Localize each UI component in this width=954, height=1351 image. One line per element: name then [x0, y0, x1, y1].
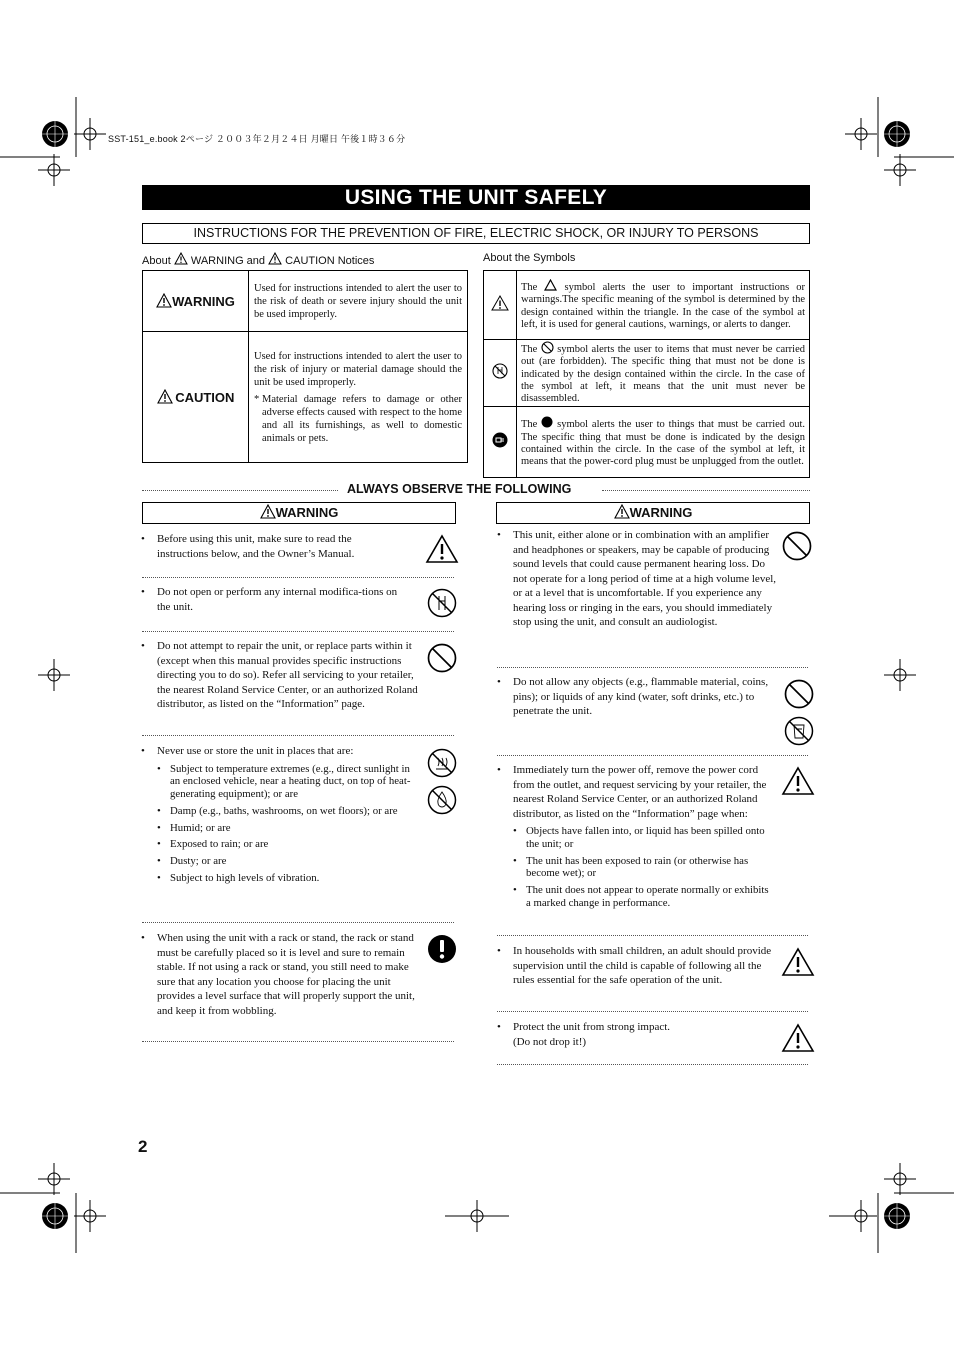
file-info-header: SST-151_e.book 2ページ ２００３年２月２４日 月曜日 午後１時３６分	[108, 134, 406, 144]
unplug-power-cord-icon	[492, 432, 508, 448]
mandatory-symbol-cell	[484, 407, 517, 478]
bullet: •	[141, 932, 145, 944]
caution-note	[254, 393, 462, 445]
no-water-icon	[427, 785, 457, 815]
prohibition-icon	[784, 679, 814, 709]
warning-label-cell: WARNING	[143, 271, 249, 332]
left-item-5	[141, 931, 421, 1031]
left-item-4	[141, 744, 416, 916]
warning-triangle-icon	[156, 293, 172, 308]
sub-item: • Subject to high levels of vibration.	[157, 872, 415, 885]
left-item-3-text: Do not attempt to repair the unit, or replace parts within it (except when this manual provides specific instructions directing you to do so). Refer all servicing to your retailer, the nearest Roland Service Center, or an authorized Roland distributor, as listed on the “Information” page.	[157, 640, 418, 710]
caution-triangle-icon	[781, 766, 815, 796]
notices-table	[142, 270, 468, 463]
left-item-4-body	[157, 744, 415, 885]
bullet: •	[497, 1021, 501, 1033]
about-notices-heading: About WARNING and CAUTION Notices	[142, 252, 374, 267]
item-separator	[142, 577, 454, 578]
always-observe-heading: ALWAYS OBSERVE THE FOLLOWING	[347, 482, 572, 496]
right-item-3	[497, 763, 779, 928]
sub-item: • Exposed to rain; or are	[157, 838, 415, 851]
symbols-table	[483, 270, 810, 478]
right-item-1-text: This unit, either alone or in combination with an amplifier and headphones or speakers, may be capable of producing sound levels that could cause permanent hearing loss. Do not operate for a long period of time at a high volume level, or at a level that is uncomfortable. If you experience any hearing loss or ringing in the ears, you should immediately stop using the unit, and consult an audiologist.	[513, 529, 777, 628]
item-separator	[142, 631, 454, 632]
divider-right	[602, 490, 810, 491]
item-separator	[497, 935, 808, 936]
bullet: •	[497, 945, 501, 957]
mandatory-action-icon	[427, 934, 457, 964]
triangle-outline-icon	[544, 279, 557, 291]
right-warning-heading: WARNING	[496, 502, 810, 524]
general-warning-triangle-icon	[491, 295, 509, 311]
filled-circle-icon	[541, 416, 553, 428]
right-item-2-text: Do not allow any objects (e.g., flammable material, coins, pins); or liquids of any kind (water, soft drinks, etc.) to penetrate the unit.	[513, 676, 769, 717]
bullet: •	[497, 764, 501, 776]
left-item-5-text: When using the unit with a rack or stand, the rack or stand must be carefully placed so it is level and sure to remain stable. If not using a rack or stand, you still need to make sure that any location you choose for placing the unit provides a level surface that will properly support the unit, and keep it from wobbling.	[157, 932, 415, 1017]
warning-description: Used for instructions intended to alert the user to the risk of death or severe injury should the unit be used improperly.	[249, 271, 468, 332]
sub-item: • Humid; or are	[157, 822, 415, 835]
no-liquid-icon	[784, 716, 814, 746]
sub-item: • Objects have fallen into, or liquid has been spilled onto the unit; or	[513, 825, 776, 851]
about-symbols-heading: About the Symbols	[483, 252, 576, 264]
triangle-symbol-cell	[484, 271, 517, 340]
note-asterisk: *	[254, 393, 260, 405]
bullet: •	[141, 586, 145, 598]
right-item-3-body	[513, 763, 778, 910]
prohibit-symbol-description: The symbol alerts the user to items that must never be carried out (are forbidden). The specific thing that must not be done is indicated by the design contained within the circle. In the case of the symbol at left, it means that the unit must never be disassembled.	[517, 340, 810, 407]
caution-triangle-icon	[781, 947, 815, 977]
item-separator	[497, 1011, 808, 1012]
right-item-3-sublist	[513, 825, 778, 910]
divider-left	[142, 490, 338, 491]
left-item-2-text: Do not open or perform any internal modifica-tions on the unit.	[157, 586, 398, 613]
triangle-symbol-description: The symbol alerts the user to important instructions or warnings.The specific meaning of the symbol is determined by the design contained within the triangle. In the case of the symbol at left, it is used for general cautions, warnings, or alerts to danger.	[517, 271, 810, 340]
page-title: USING THE UNIT SAFELY	[142, 185, 810, 210]
caution-triangle-icon	[425, 534, 459, 564]
item-separator	[497, 755, 808, 756]
do-not-disassemble-icon	[492, 363, 508, 379]
caution-triangle-icon	[781, 1023, 815, 1053]
prohibition-circle-icon	[541, 341, 554, 354]
warning-triangle-icon	[614, 504, 630, 519]
sub-item: • Subject to temperature extremes (e.g., direct sunlight in an enclosed vehicle, near a heating duct, on top of heat-generating equipment); or are	[157, 763, 415, 801]
no-heat-icon	[427, 748, 457, 778]
mandatory-symbol-description: The symbol alerts the user to things that must be carried out. The specific thing that must be done is indicated by the design contained within the circle. In the case of the symbol at left, it means that the power-cord plug must be unplugged from the outlet.	[517, 407, 810, 478]
right-item-2	[497, 675, 779, 721]
bullet: •	[497, 676, 501, 688]
right-item-1	[497, 528, 779, 658]
bullet: •	[141, 640, 145, 652]
item-separator	[497, 1064, 808, 1065]
prohibition-icon	[427, 643, 457, 673]
left-warning-heading: WARNING	[142, 502, 456, 524]
bullet: •	[497, 529, 501, 541]
do-not-disassemble-icon	[427, 588, 457, 618]
sub-item: • The unit has been exposed to rain (or otherwise has become wet); or	[513, 855, 776, 881]
left-item-4-sublist	[157, 763, 415, 885]
left-item-1	[141, 532, 401, 572]
sub-item: • The unit does not appear to operate normally or exhibits a marked change in performance.	[513, 884, 776, 910]
bullet: •	[141, 533, 145, 545]
caution-note-text: Material damage refers to damage or other adverse effects caused with respect to the home and all its furnishings, as well to domestic animals or pets.	[262, 393, 462, 444]
instructions-banner: INSTRUCTIONS FOR THE PREVENTION OF FIRE, ELECTRIC SHOCK, OR INJURY TO PERSONS	[142, 223, 810, 244]
warning-triangle-icon	[174, 252, 188, 265]
caution-label-cell: CAUTION	[143, 332, 249, 463]
item-separator	[142, 922, 454, 923]
left-item-2	[141, 585, 401, 615]
sub-item: • Damp (e.g., baths, washrooms, on wet floors); or are	[157, 805, 415, 818]
item-separator	[142, 1041, 454, 1042]
caution-triangle-icon	[157, 389, 173, 404]
right-item-4	[497, 944, 779, 1004]
right-item-5	[497, 1020, 779, 1052]
item-separator	[142, 735, 454, 736]
warning-triangle-icon	[260, 504, 276, 519]
right-item-5-text: Protect the unit from strong impact. (Do not drop it!)	[513, 1021, 671, 1048]
caution-triangle-icon	[268, 252, 282, 265]
left-item-1-text: Before using this unit, make sure to read the instructions below, and the Owner’s Manual.	[157, 533, 355, 560]
caution-description: Used for instructions intended to alert the user to the risk of injury or material damage should the unit be used improperly.	[254, 350, 462, 388]
right-item-3-text: Immediately turn the power off, remove the power cord from the outlet, and request servicing by your retailer, the nearest Roland Service Center, or an authorized Roland distributor, as listed on the “Information” page when:	[513, 764, 767, 820]
left-item-4-text: Never use or store the unit in places that are:	[157, 745, 354, 757]
page-number: 2	[138, 1137, 148, 1156]
caution-description-cell	[249, 332, 468, 463]
prohibit-symbol-cell	[484, 340, 517, 407]
item-separator	[497, 667, 808, 668]
prohibition-icon	[782, 531, 812, 561]
bullet: •	[141, 745, 145, 757]
left-item-3	[141, 639, 421, 729]
right-item-4-text: In households with small children, an adult should provide supervision until the child is capable of following all the rules essential for the safe operation of the unit.	[513, 945, 772, 986]
sub-item: • Dusty; or are	[157, 855, 415, 868]
